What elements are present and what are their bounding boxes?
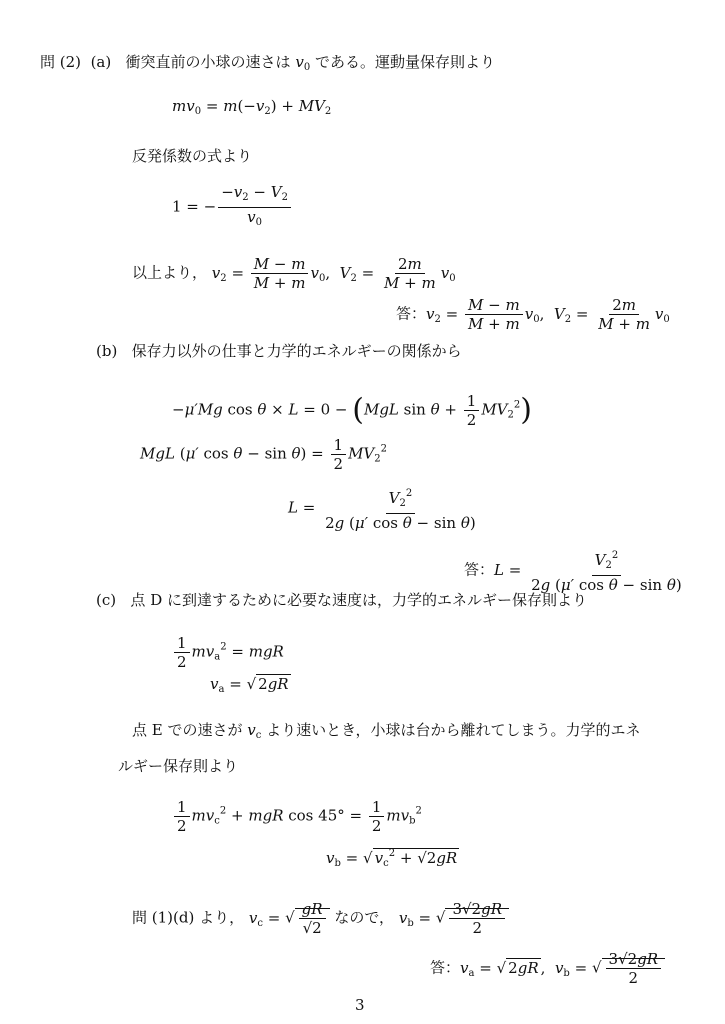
part-b-label: (b) xyxy=(96,342,118,360)
math-vc-value: $v_c$ = √ $\frac{gR}{√2}$ xyxy=(249,909,330,927)
answer-b-prefix: 答： xyxy=(464,560,495,579)
work-energy-equation: −μ′Mg cos θ × L = 0 − (MgL sin θ + $\frac{1}{2}$ $MV_2^2$) xyxy=(172,392,532,429)
restitution-equation: 1 = − $\frac{-v_2 - V_2}{v_0}$ xyxy=(172,183,293,232)
math-vc: $v_c$ xyxy=(247,721,262,741)
reference-mid: なので， xyxy=(334,908,395,927)
part-c-label: (c) xyxy=(96,591,117,609)
part-b-heading xyxy=(96,341,462,361)
part-b-intro: 保存力以外の仕事と力学的エネルギーの関係から xyxy=(131,342,462,360)
reference-line xyxy=(132,900,509,937)
answer-c-prefix: 答： xyxy=(430,958,461,977)
point-e-text-a: 点 E での速さが xyxy=(132,721,243,739)
answer-a-prefix: 答： xyxy=(396,304,427,323)
math-answer-b: L = $\frac{V_2^2}{\text{2g (μ′ cos θ − sin θ)}}$ xyxy=(494,561,687,579)
reference-prefix: 問 (1)(d) より， xyxy=(132,908,245,927)
math-result: $v_2$ = $\frac{M - m}{M + m}$ $v_0$, $V_2$ = $\frac{2m}{M + m}$ $v_0$ xyxy=(211,255,456,292)
part-c-heading xyxy=(96,590,587,610)
answer-c xyxy=(430,950,665,987)
question-2a-heading xyxy=(40,52,495,78)
part-a-intro: 衝突直前の小球の速さは xyxy=(125,53,291,71)
result-intro: 以上より， xyxy=(132,263,208,282)
restitution-intro: 反発係数の式より xyxy=(132,147,253,165)
question-label: 問 (2) xyxy=(40,53,82,71)
result-line xyxy=(132,255,456,292)
answer-b xyxy=(464,547,687,594)
part-c-intro: 点 D に到達するために必要な速度は，力学的エネルギー保存則より xyxy=(130,591,587,609)
math-answer-c: $v_a$ = √ 2gR , $v_b$ = √ $\frac{3√2gR}{2}$ xyxy=(460,959,665,977)
vb-equation: $v_b$ = √ $v_c^2 + √2gR$ xyxy=(326,848,458,869)
part-a-intro-tail: である。運動量保存則より xyxy=(314,53,495,71)
page-number: 3 xyxy=(355,996,365,1014)
momentum-equation: $mv_0 = m(-v_2) + MV_2$ xyxy=(172,97,332,117)
part-a-label: (a) xyxy=(90,53,112,71)
length-equation: L = $\frac{V_2^2}{\text{2g (μ′ cos θ − sin θ)}}$ xyxy=(288,485,481,532)
math-answer-a: $v_2$ = $\frac{M - m}{M + m}$ $v_0$, $V_2$ = $\frac{2m}{M + m}$ $v_0$ xyxy=(426,296,670,333)
point-e-text-b: より速いとき，小球は台から離れてしまう。力学的エネ xyxy=(266,721,641,739)
answer-a xyxy=(396,296,670,333)
energy-point-d-equation: $\frac{1}{2}$ $mv_a^2$ = mgR xyxy=(172,634,284,671)
point-e-line2: ルギー保存則より xyxy=(118,757,239,775)
math-v0: $v_0$ xyxy=(295,53,311,73)
math-vb-value: $v_b$ = √ $\frac{3√2gR}{2}$ xyxy=(399,909,509,927)
energy-balance-equation: MgL (μ′ cos θ − sin θ) = $\frac{1}{2}$ $MV_2^2$ xyxy=(140,436,388,473)
va-equation: $v_a$ = √ 2gR xyxy=(210,675,289,695)
energy-point-e-equation: $\frac{1}{2}$ $mv_c^2$ + mgR cos 45° = $\frac{1}{2}$ $mv_b^2$ xyxy=(172,798,422,835)
point-e-line1 xyxy=(132,720,641,746)
